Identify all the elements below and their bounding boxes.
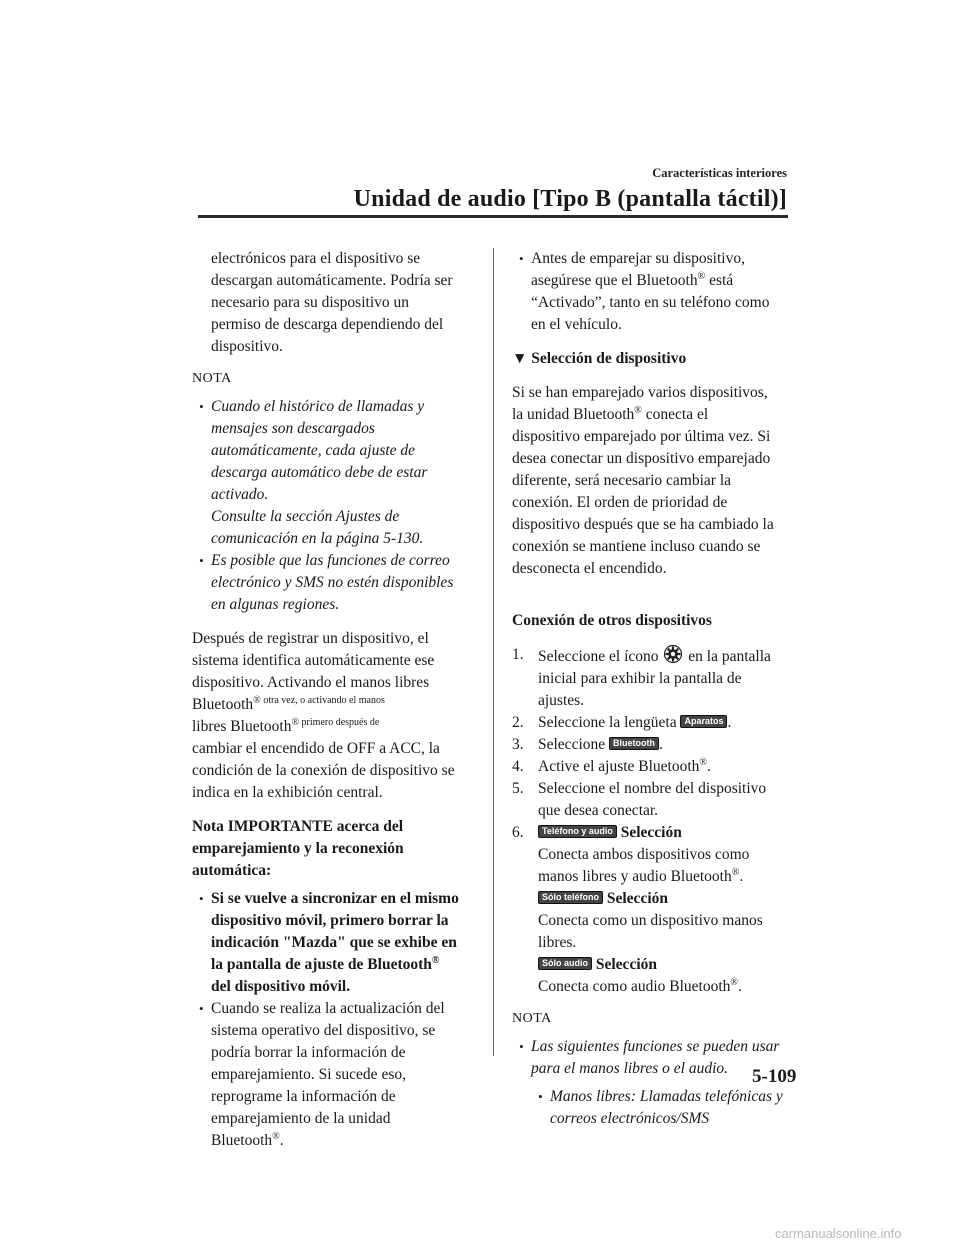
nota-sub-bullet: • Manos libres: Llamadas telefónicas y correos electrónicos/SMS	[538, 1088, 783, 1127]
step-2: 2. Seleccione la lengüeta Aparatos .	[512, 714, 732, 731]
header-rule	[198, 215, 788, 218]
text-line: condición de la conexión de dispositivo se	[192, 762, 455, 779]
text-line: descargan automáticamente. Podría ser	[211, 272, 453, 289]
solo-audio-button[interactable]: Sólo audio	[538, 957, 592, 970]
bullet-dot-icon: •	[199, 891, 204, 906]
registered-mark: ®	[730, 976, 739, 988]
important-bullet: • Cuando se realiza la actualización del sistema operativo del dispositivo, se podría borrar la información de emparejamiento. Si sucede eso, reprograme la información de emparejamiento de la unidad Bluetooth®.	[199, 1000, 445, 1149]
device-select-paragraph: Si se han emparejado varios dispositivos, la unidad Bluetooth® conecta el dispositivo emparejado por última vez. Si desea conectar un dispositivo emparejado diferente, será necesario cambiar la conexión. El orden de prioridad de dispositivo después que se ha cambiado la conexión se mantiene incluso cuando se desconecta el encendido.	[512, 384, 774, 577]
page-number: 5-109	[752, 1066, 797, 1087]
bullet-dot-icon: •	[519, 1039, 524, 1054]
telefono-y-audio-button[interactable]: Teléfono y audio	[538, 825, 617, 838]
page-reference-link[interactable]: comunicación en la página 5-130.	[211, 530, 424, 547]
bullet-dot-icon: •	[519, 251, 524, 266]
registered-mark: ®	[699, 756, 708, 768]
text-line: Cuando el histórico de llamadas y	[211, 398, 425, 415]
intro-paragraph	[192, 248, 482, 358]
step-4: 4. Active el ajuste Bluetooth®.	[512, 756, 711, 775]
chapter-title: Unidad de audio [Tipo B (pantalla táctil)]	[353, 186, 787, 212]
step-1: 1. Seleccione el ícono en la pantalla inicial para exhibir la pantalla de ajustes.	[512, 646, 771, 709]
nota-bullet: • Las siguientes funciones se pueden usar para el manos libres o el audio.	[519, 1038, 780, 1077]
text-line: electrónicos para el dispositivo se	[211, 250, 421, 267]
text-line: dispositivo.	[211, 338, 283, 355]
site-watermark: carmanualsonline.info	[775, 1226, 902, 1241]
nota-bullet	[192, 396, 482, 550]
text-line: permiso de descarga dependiendo del	[211, 316, 444, 333]
important-heading: Nota IMPORTANTE acerca del emparejamiento y la reconexión automática:	[192, 818, 404, 879]
device-select-heading: ▼ Selección de dispositivo	[512, 350, 687, 367]
bullet-dot-icon: •	[199, 553, 204, 568]
text-line: cambiar el encendido de OFF a ACC, la	[192, 740, 440, 757]
text-line: electrónico y SMS no estén disponibles	[211, 574, 454, 591]
step-6: 6. Teléfono y audio Selección Conecta ambos dispositivos como manos libres y audio Bluetooth®. Sólo teléfono Selección Conecta como un dispositivo manos libres. Sólo audio Selección Conecta como audio Bluetooth®.	[512, 824, 763, 995]
gear-icon	[663, 644, 683, 664]
text-line: necesario para su dispositivo un	[211, 294, 410, 311]
registered-mark: ®	[272, 1130, 280, 1142]
steps-list	[512, 644, 792, 998]
step-5: 5. Seleccione el nombre del dispositivo que desea conectar.	[512, 780, 767, 819]
right-column	[512, 248, 792, 1130]
bluetooth-button[interactable]: Bluetooth	[609, 737, 659, 750]
text-line: Bluetooth$^{® otra vez, o activando el manos}$	[192, 694, 385, 713]
registered-mark: ®	[431, 954, 440, 966]
text-line: libres Bluetooth$^{® primero después de}$	[192, 716, 380, 735]
registered-mark: ®	[697, 270, 706, 282]
section-label: Características interiores	[652, 166, 787, 180]
other-devices-heading: Conexión de otros dispositivos	[512, 612, 712, 629]
left-column	[192, 248, 482, 1152]
text-line: automáticamente, cada ajuste de	[211, 442, 416, 459]
registered-mark: ® primero después de	[291, 716, 380, 728]
triangle-down-icon: ▼	[512, 350, 528, 367]
aparatos-tab-button[interactable]: Aparatos	[680, 715, 727, 728]
solo-telefono-button[interactable]: Sólo teléfono	[538, 891, 603, 904]
bullet-dot-icon: •	[199, 399, 204, 414]
text-line: dispositivo. Activando el manos libres	[192, 674, 430, 691]
nota-label: NOTA	[192, 371, 232, 386]
text-line: descarga automático debe de estar	[211, 464, 428, 481]
text-line: en algunas regiones.	[211, 596, 340, 613]
text-line: Después de registrar un dispositivo, el	[192, 630, 429, 647]
text-line: sistema identifica automáticamente ese	[192, 652, 435, 669]
registration-paragraph	[192, 628, 482, 804]
registered-mark: ® otra vez, o activando el manos	[253, 694, 385, 706]
text-line: mensajes son descargados	[211, 420, 375, 437]
registered-mark: ®	[731, 866, 740, 878]
text-line: Consulte la sección Ajustes de	[211, 508, 400, 525]
text-line: indica en la exhibición central.	[192, 784, 383, 801]
step-3: 3. Seleccione Bluetooth .	[512, 736, 663, 753]
nota-label: NOTA	[512, 1011, 552, 1026]
text-line: activado.	[211, 486, 269, 503]
registered-mark: ®	[634, 404, 642, 416]
important-bullet: • Si se vuelve a sincronizar en el mismo dispositivo móvil, primero borrar la indicación "Mazda" que se exhibe en la pantalla de ajuste de Bluetooth® del dispositivo móvil.	[199, 890, 459, 995]
bullet-dot-icon: •	[199, 1001, 204, 1016]
column-divider	[493, 248, 494, 1056]
text-line: Es posible que las funciones de correo	[211, 552, 450, 569]
nota-bullet	[192, 550, 482, 616]
pairing-bullet: • Antes de emparejar su dispositivo, asegúrese que el Bluetooth® está “Activado”, tanto en su teléfono como en el vehículo.	[519, 250, 770, 333]
bullet-dot-icon: •	[538, 1089, 543, 1104]
